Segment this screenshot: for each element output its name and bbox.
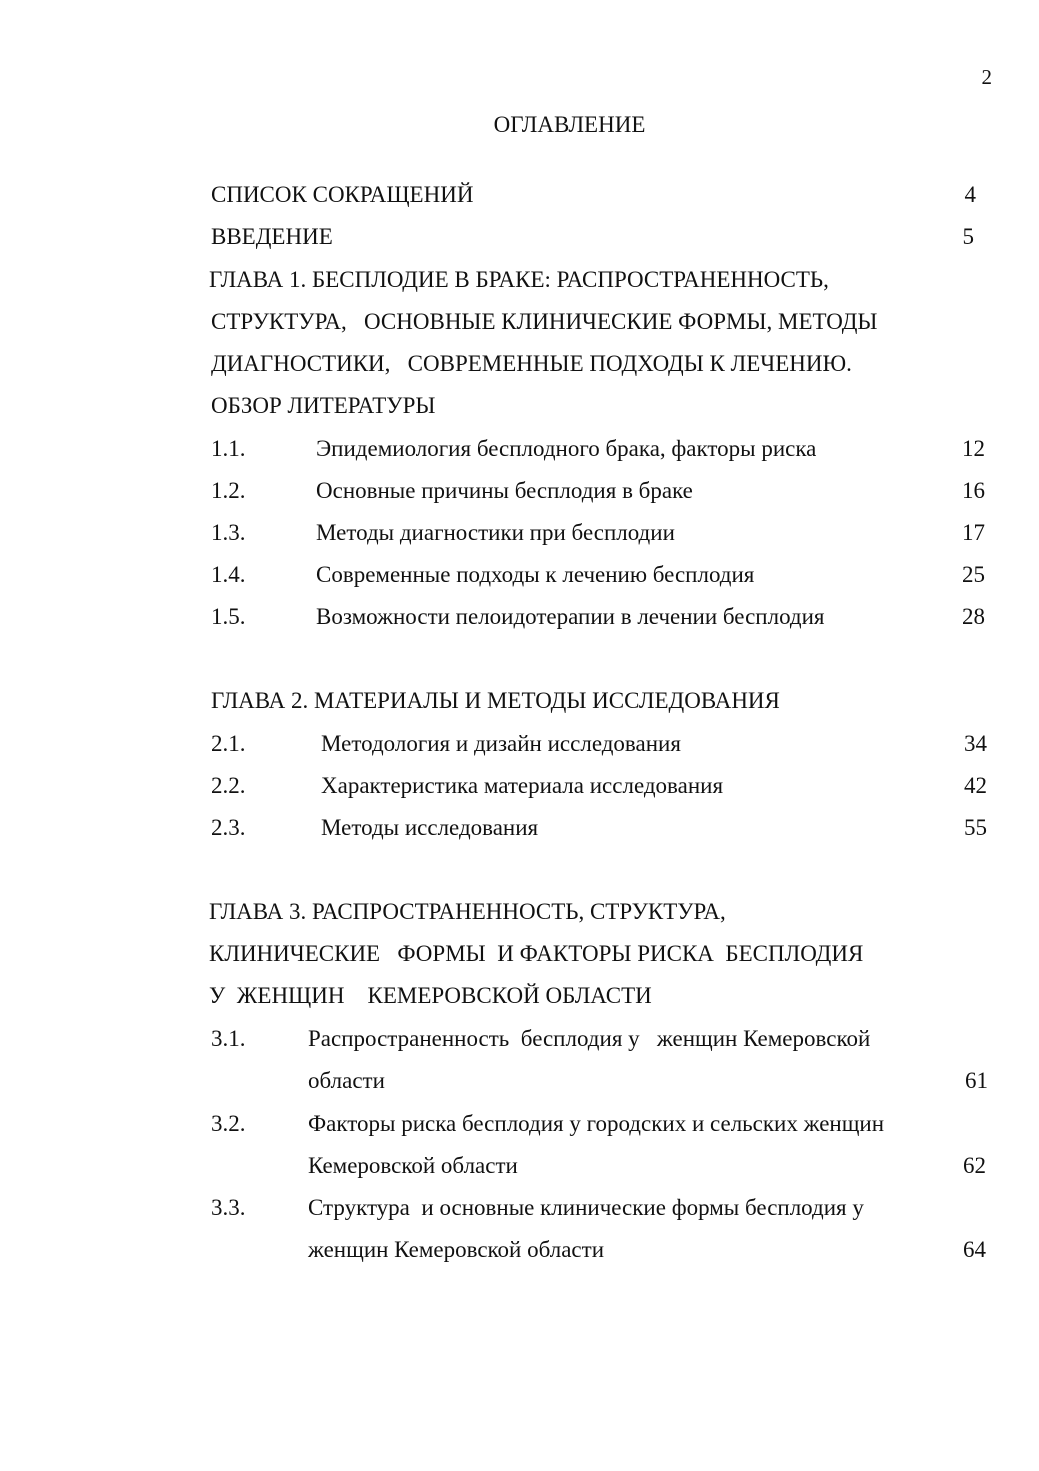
chapter-3-heading-line[interactable]: У ЖЕНЩИН КЕМЕРОВСКОЙ ОБЛАСТИ [209, 983, 652, 1008]
subsection-title: Методология и дизайн исследования [321, 731, 681, 756]
toc-subsection[interactable] [0, 765, 1039, 807]
toc-subsection[interactable] [0, 554, 1039, 596]
subsection-number: 1.3. [211, 520, 246, 545]
subsection-title: Эпидемиология бесплодного брака, факторы риска [316, 436, 817, 461]
subsection-page: 42 [964, 773, 987, 798]
subsection-title: Методы исследования [321, 815, 539, 840]
toc-subsection[interactable] [0, 807, 1039, 849]
toc-subsection[interactable] [0, 596, 1039, 638]
subsection-page: 17 [962, 520, 985, 545]
toc-entry-page: 5 [962, 224, 974, 249]
subsection-title: Характеристика материала исследования [321, 773, 724, 798]
toc-entry-abbreviations[interactable] [0, 174, 1039, 216]
subsection-number: 1.4. [211, 562, 246, 587]
subsection-title-line: Структура и основные клинические формы бесплодия у [308, 1195, 864, 1220]
chapter-3-heading-line[interactable]: ГЛАВА 3. РАСПРОСТРАНЕННОСТЬ, СТРУКТУРА, [209, 899, 726, 924]
toc-subsection[interactable] [0, 1187, 1039, 1271]
subsection-number: 3.1. [211, 1026, 246, 1051]
subsection-title: Основные причины бесплодия в браке [316, 478, 693, 503]
subsection-page: 28 [962, 604, 985, 629]
subsection-number: 3.2. [211, 1111, 246, 1136]
toc-title: ОГЛАВЛЕНИЕ [493, 112, 646, 137]
subsection-page: 16 [962, 478, 985, 503]
toc-subsection[interactable] [0, 512, 1039, 554]
subsection-title-line: Факторы риска бесплодия у городских и сельских женщин [308, 1111, 885, 1136]
chapter-1-heading-line[interactable]: ГЛАВА 1. БЕСПЛОДИЕ В БРАКЕ: РАСПРОСТРАНЕННОСТЬ, [209, 267, 829, 292]
subsection-title-line: Кемеровской области [308, 1153, 518, 1178]
chapter-3-heading-line[interactable]: КЛИНИЧЕСКИЕ ФОРМЫ И ФАКТОРЫ РИСКА БЕСПЛОДИЯ [209, 941, 864, 966]
subsection-number: 1.5. [211, 604, 246, 629]
toc-subsection[interactable] [0, 428, 1039, 470]
subsection-page: 25 [962, 562, 985, 587]
subsection-number: 1.2. [211, 478, 246, 503]
toc-subsection[interactable] [0, 723, 1039, 765]
subsection-title: Методы диагностики при бесплодии [316, 520, 675, 545]
page-number: 2 [981, 65, 992, 89]
toc-subsection[interactable] [0, 470, 1039, 512]
chapter-1-heading-line[interactable]: ОБЗОР ЛИТЕРАТУРЫ [211, 393, 436, 418]
toc-entry-introduction[interactable] [0, 216, 1039, 258]
chapter-1-heading-line[interactable]: СТРУКТУРА, ОСНОВНЫЕ КЛИНИЧЕСКИЕ ФОРМЫ, МЕТОДЫ [211, 309, 878, 334]
chapter-1-heading-line[interactable]: ДИАГНОСТИКИ, СОВРЕМЕННЫЕ ПОДХОДЫ К ЛЕЧЕНИЮ. [211, 351, 852, 376]
subsection-number: 3.3. [211, 1195, 246, 1220]
subsection-title: Современные подходы к лечению бесплодия [316, 562, 755, 587]
subsection-page: 62 [963, 1153, 986, 1178]
subsection-page: 64 [963, 1237, 986, 1262]
toc-subsection[interactable] [0, 1018, 1039, 1102]
subsection-page: 55 [964, 815, 987, 840]
toc-entry-page: 4 [964, 182, 976, 207]
toc-entry-text: ВВЕДЕНИЕ [211, 224, 333, 249]
subsection-page: 12 [962, 436, 985, 461]
subsection-title-line: области [308, 1068, 385, 1093]
subsection-number: 1.1. [211, 436, 246, 461]
subsection-number: 2.1. [211, 731, 246, 756]
subsection-number: 2.2. [211, 773, 246, 798]
toc-entry-text: СПИСОК СОКРАЩЕНИЙ [211, 182, 474, 207]
subsection-title-line: Распространенность бесплодия у женщин Кемеровской [308, 1026, 871, 1051]
subsection-title: Возможности пелоидотерапии в лечении бесплодия [316, 604, 825, 629]
subsection-number: 2.3. [211, 815, 246, 840]
subsection-page: 61 [965, 1068, 988, 1093]
toc-subsection[interactable] [0, 1103, 1039, 1187]
subsection-title-line: женщин Кемеровской области [308, 1237, 605, 1262]
subsection-page: 34 [964, 731, 987, 756]
chapter-2-heading[interactable]: ГЛАВА 2. МАТЕРИАЛЫ И МЕТОДЫ ИССЛЕДОВАНИЯ [211, 688, 780, 713]
